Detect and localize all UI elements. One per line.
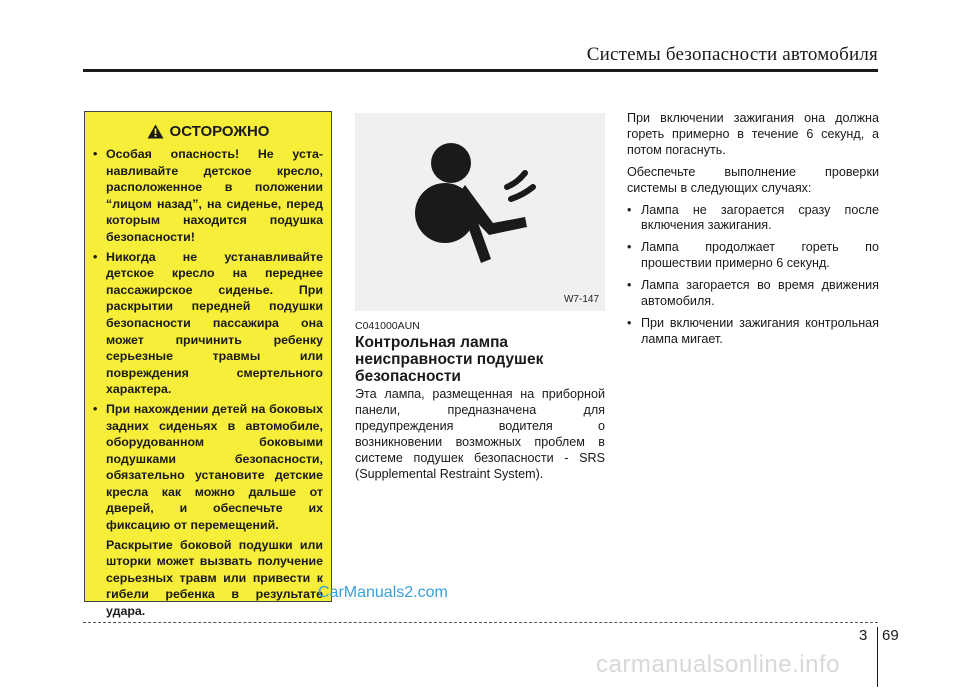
airbag-figure: [355, 113, 605, 311]
warning-heading-text: ОСТОРОЖНО: [169, 123, 270, 140]
warning-list: [93, 146, 323, 620]
list-item: • При включении зажигания контрольная лампа мигает.: [627, 315, 879, 346]
warning-item: [93, 401, 323, 620]
page-number: 69: [882, 627, 899, 644]
list-item-text: Лампа загорается во время движения автомобиля.: [641, 278, 879, 309]
warning-item: [93, 249, 323, 398]
right-bullets: [627, 203, 879, 348]
right-column: [627, 111, 879, 354]
list-item: • Лампа продолжает гореть по прошествии примерно 6 секунд.: [627, 240, 879, 271]
warning-heading: [93, 123, 323, 140]
list-item-text: Лампа продолжает гореть по прошествии примерно 6 секунд.: [641, 240, 879, 271]
bullet: •: [93, 249, 98, 264]
page-section-number: 3: [859, 627, 868, 644]
warning-triangle-icon: [147, 124, 164, 139]
header-title: Системы безопасности автомобиля: [586, 44, 878, 65]
section-title: Контрольная лампа неисправности подушек безопасности: [355, 334, 544, 385]
list-item: • Лампа загорается во время движения автомобиля.: [627, 278, 879, 309]
header-rule: [83, 69, 878, 72]
right-check: Обеспечьте выполнение проверки системы в следующих случаях:: [627, 164, 879, 195]
warning-item-extra: Раскрытие боковой подушки или шторки может вызвать получение серьезных травм или привести к гибели ребенка в результате удара.: [106, 537, 323, 619]
section-body: Эта лампа, размещенная на приборной панели, предназначена для предупреждения водителя о возникновении возможных проблем в системе подушек безопасности - SRS (Supplemental Restraint System).: [355, 387, 605, 481]
list-item-text: Лампа не загорается сразу после включения зажигания.: [641, 202, 879, 233]
watermark-link-top[interactable]: CarManuals2.com: [318, 584, 448, 601]
footer-rule: [83, 622, 878, 623]
list-item-text: При включении зажигания контрольная лампа мигает.: [641, 315, 879, 346]
warning-item-text: Никогда не устанавливайте детское кресло на переднее пассажирское сиденье. При раскрытии передней подушки безопасности пассажира она может причинить ребенку серьезные травмы или повреждения смертельного характера.: [106, 249, 323, 397]
airbag-warning-icon: [415, 141, 545, 271]
section-code: C041000AUN: [355, 320, 420, 332]
right-intro: При включении зажигания она должна гореть примерно в течение 6 секунд, а потом погаснуть.: [627, 111, 879, 157]
page-divider: [877, 627, 878, 687]
warning-item: [93, 146, 323, 246]
warning-item-text: При нахождении детей на боковых задних сиденьях в автомобиле, оборудованном боковыми подушками безопасности, обязательно установите детские кресла как можно дальше от дверей, и обеспечьте их фиксацию от перемещений.: [106, 401, 323, 533]
watermark-link-bottom[interactable]: carmanualsonline.info: [596, 651, 840, 678]
warning-box: [84, 111, 332, 619]
bullet: •: [93, 401, 98, 416]
list-item: • Лампа не загорается сразу после включения зажигания.: [627, 202, 879, 233]
figure-label: W7-147: [563, 294, 599, 305]
bullet: •: [93, 147, 98, 161]
warning-item-text: Особая опасность! Не уста-навливайте детское кресло, расположенное в положении “лицом назад”, на сиденье, перед которым находится подушка безопасности!: [106, 147, 323, 244]
